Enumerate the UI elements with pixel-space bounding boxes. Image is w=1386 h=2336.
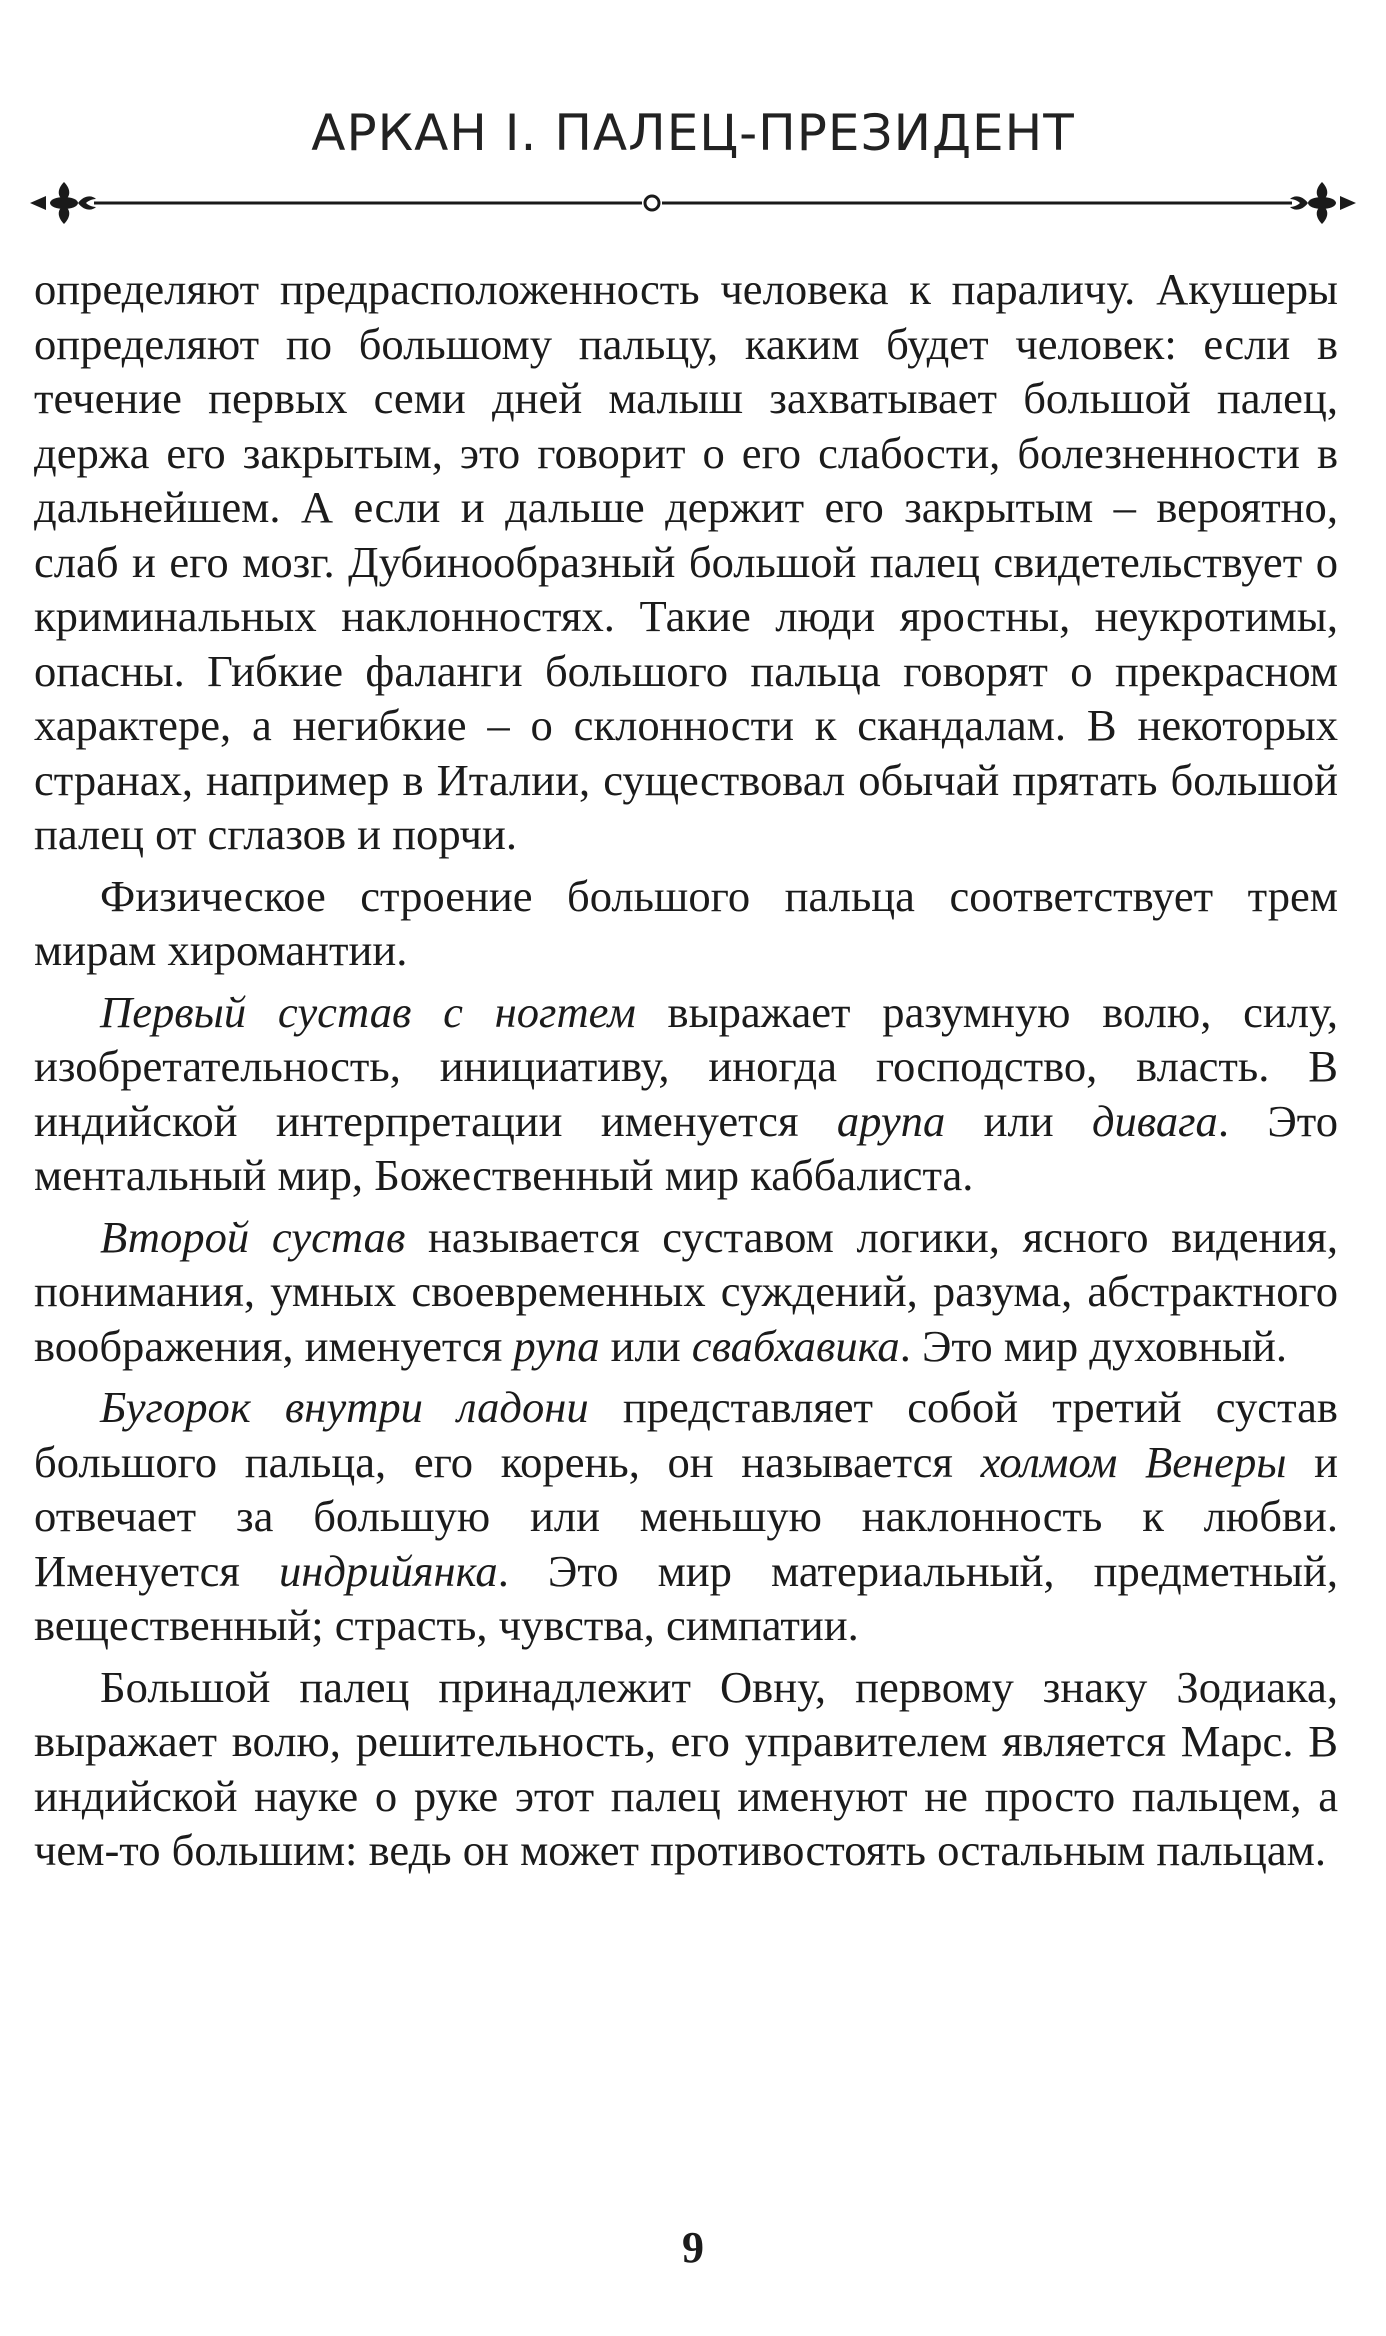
running-header: АРКАН I. ПАЛЕЦ-ПРЕЗИДЕНТ	[311, 104, 1075, 162]
italic-term: Бугорок внутри ладони	[100, 1382, 589, 1432]
italic-term: дивага	[1091, 1095, 1218, 1146]
paragraph	[34, 1210, 1338, 1374]
right-fleuron-icon	[1290, 182, 1356, 224]
text-run: определяют предрасположенность человека к параличу. Акушеры определяют по большому пальцу, каким будет человек: если в течение первых семи дней малыш захватывает большой палец, держа его закрытым, это говорит о его слабости, болезненности в дальнейшем. А если и дальше держит его закрытым – вероятно, слаб и его мозг. Дубинообразный большой палец свидетельствует о криминальных наклонностях. Такие люди яростны, неукротимы, опасны. Гибкие фаланги большого пальца говорят о прекрасном характере, а негибкие – о склонности к скандалам. В некоторых странах, например в Италии, существовал обычай прятать большой палец от сглазов и порчи.	[34, 264, 1338, 859]
paragraph	[34, 985, 1338, 1203]
italic-term: холмом Венеры	[980, 1436, 1287, 1487]
main-text-block	[34, 262, 1338, 1885]
text-run: или	[945, 1095, 1092, 1146]
italic-term: рупа	[513, 1320, 600, 1371]
italic-term: свабхавика	[691, 1320, 900, 1371]
text-run: . Это мир духовный.	[899, 1320, 1288, 1371]
text-run: называется суставом логики, ясного видения, понимания, умных своевременных суждений, разума, абстрактного воображения, именуется	[34, 1211, 1338, 1371]
text-run: Большой палец принадлежит Овну, первому знаку Зодиака, выражает волю, решительность, его управителем является Марс. В индийской науке о руке этот палец именуют не просто пальцем, а чем-то большим: ведь он может противостоять остальным пальцам.	[34, 1661, 1338, 1875]
text-run: представляет собой третий сустав большого пальца, его корень, он называется	[34, 1382, 1338, 1487]
text-run: выражает разумную волю, силу, изобретательность, инициативу, иногда господство, власть. В индийской интерпретации именуется	[34, 986, 1339, 1146]
header-divider-ornament	[28, 170, 1358, 250]
paragraph	[34, 1660, 1338, 1878]
divider-center-ring	[645, 196, 659, 210]
paragraph	[34, 869, 1338, 978]
text-run: или	[599, 1320, 692, 1371]
italic-term: Первый сустав с ногтем	[100, 986, 636, 1037]
page-number: 9	[682, 2223, 704, 2272]
paragraph	[34, 262, 1338, 862]
text-run: Физическое строение большого пальца соответствует трем мирам хиромантии.	[34, 870, 1338, 975]
italic-term: индрийянка	[278, 1545, 498, 1596]
italic-term: арупа	[836, 1095, 946, 1146]
text-run: . Это ментальный мир, Божественный мир каббалиста.	[34, 1095, 1339, 1200]
text-run: . Это мир материальный, предметный, вещественный; страсть, чувства, симпатии.	[34, 1545, 1338, 1650]
paragraph	[34, 1380, 1338, 1653]
left-fleuron-icon	[30, 182, 96, 224]
text-run: и отвечает за большую или меньшую наклонность к любви. Именуется	[34, 1436, 1338, 1596]
italic-term: Второй сустав	[100, 1211, 406, 1262]
